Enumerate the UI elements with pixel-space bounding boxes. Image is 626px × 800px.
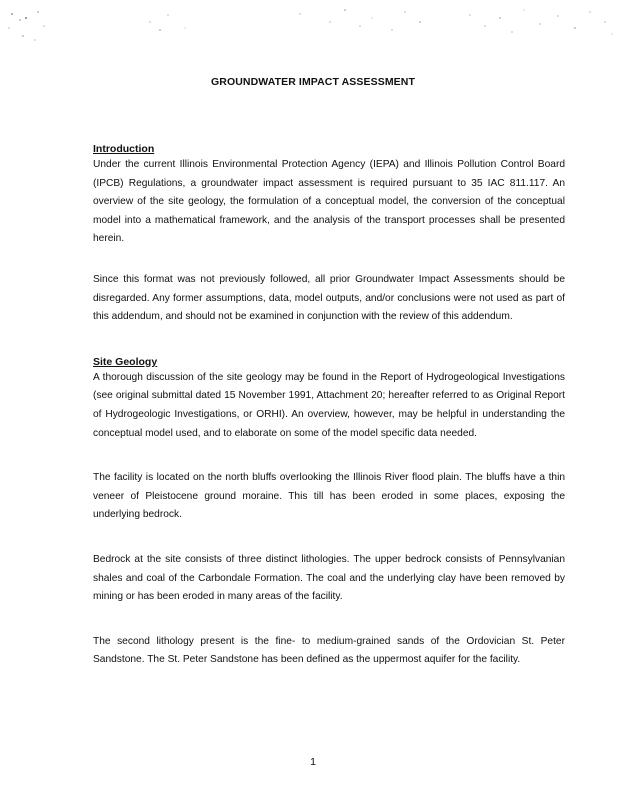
introduction-paragraph-2: Since this format was not previously followed, all prior Groundwater Impact Assessments should be disregarded. Any former assumptions, data, model outputs, and/or conclusions were not used as part of this addendum, and should not be examined in conjunction with the review of this addendum. (93, 273, 565, 323)
paragraph-spacer (93, 443, 565, 469)
page-number: 1 (310, 756, 316, 768)
scan-specks (0, 0, 626, 60)
section-spacer (93, 327, 565, 355)
site-geology-paragraph-2: The facility is located on the north bluffs overlooking the Illinois River flood plain. The bluffs have a thin veneer of Pleistocene ground moraine. This till has been eroded in some places, exposing the underlying bedrock. (93, 472, 565, 521)
site-geology-paragraph-4: The second lithology present is the fine- to medium-grained sands of the Ordovician St. Peter Sandstone. The St. Peter Sandstone has been defined as the uppermost aquifer for the facility. (93, 635, 565, 666)
site-geology-paragraph-3: Bedrock at the site consists of three distinct lithologies. The upper bedrock consists of Pennsylvanian shales and coal of the Carbondale Formation. The coal and the underlying clay have been removed by mining or has been eroded in many areas of the facility. (93, 553, 565, 603)
document-body (93, 142, 565, 670)
introduction-paragraph-1: Under the current Illinois Environmental Protection Agency (IEPA) and Illinois Pollution Control Board (IPCB) Regulations, a groundwater impact assessment is required pursuant to 35 IAC 811.117. An overview of the site geology, the formulation of a conceptual model, the conversion of the conceptual model into a mathematical framework, and the analysis of the transport processes shall be presented herein. (93, 159, 565, 245)
paragraph-spacer (93, 607, 565, 633)
paragraph-spacer (93, 249, 565, 271)
document-title: GROUNDWATER IMPACT ASSESSMENT (211, 76, 415, 88)
introduction-heading: Introduction (93, 143, 155, 155)
paragraph-spacer (93, 525, 565, 551)
site-geology-paragraph-1: A thorough discussion of the site geology may be found in the Report of Hydrogeological Investigations (see original submittal dated 15 November 1991, Attachment 20; hereafter referred to as Original Report of Hydrogeologic Investigations, or ORHI). An overview, however, may be helpful in understanding the conceptual model used, and to elaborate on some of the model specific data needed. (93, 371, 565, 439)
site-geology-heading: Site Geology (93, 355, 158, 368)
